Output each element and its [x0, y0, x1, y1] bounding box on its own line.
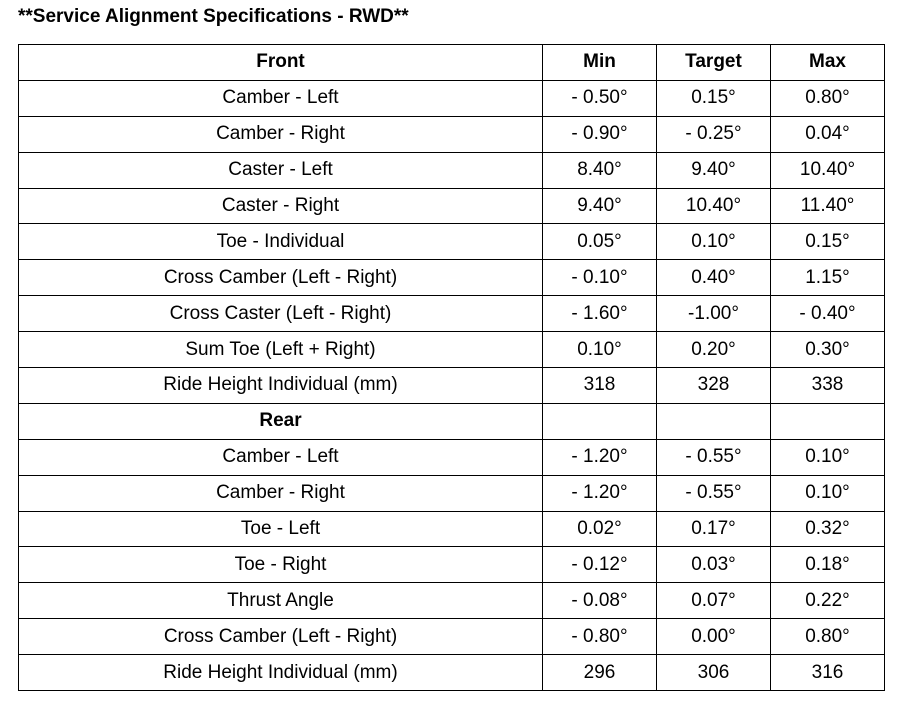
target-column-header: Target: [657, 45, 771, 81]
param-cell: Toe - Right: [19, 547, 543, 583]
table-row: [19, 296, 885, 332]
table-row: [19, 511, 885, 547]
max-cell: 10.40°: [771, 152, 885, 188]
table-row: [19, 332, 885, 368]
target-cell: 0.17°: [657, 511, 771, 547]
page-title: **Service Alignment Specifications - RWD**: [18, 6, 409, 27]
max-cell: 0.80°: [771, 619, 885, 655]
table-row: [19, 224, 885, 260]
target-cell: 306: [657, 655, 771, 691]
param-cell: Camber - Left: [19, 439, 543, 475]
min-cell: - 0.80°: [543, 619, 657, 655]
min-cell: 296: [543, 655, 657, 691]
max-cell: 0.22°: [771, 583, 885, 619]
max-cell: 0.32°: [771, 511, 885, 547]
param-cell: Cross Caster (Left - Right): [19, 296, 543, 332]
min-column-header: Min: [543, 45, 657, 81]
param-cell: Camber - Left: [19, 80, 543, 116]
param-cell: Toe - Left: [19, 511, 543, 547]
min-cell: 8.40°: [543, 152, 657, 188]
target-cell: 0.40°: [657, 260, 771, 296]
table-row: [19, 152, 885, 188]
target-cell: 0.00°: [657, 619, 771, 655]
param-cell: Ride Height Individual (mm): [19, 368, 543, 404]
target-cell: - 0.55°: [657, 475, 771, 511]
empty-cell: [771, 403, 885, 439]
max-cell: 338: [771, 368, 885, 404]
max-cell: 0.04°: [771, 116, 885, 152]
min-cell: - 1.20°: [543, 439, 657, 475]
max-column-header: Max: [771, 45, 885, 81]
max-cell: 0.80°: [771, 80, 885, 116]
min-cell: 0.02°: [543, 511, 657, 547]
param-cell: Camber - Right: [19, 475, 543, 511]
max-cell: 0.10°: [771, 439, 885, 475]
target-cell: - 0.25°: [657, 116, 771, 152]
rear-section-row: [19, 403, 885, 439]
table-row: [19, 439, 885, 475]
param-cell: Camber - Right: [19, 116, 543, 152]
max-cell: 11.40°: [771, 188, 885, 224]
table-row: [19, 547, 885, 583]
max-cell: - 0.40°: [771, 296, 885, 332]
table-header-row: [19, 45, 885, 81]
max-cell: 316: [771, 655, 885, 691]
alignment-spec-table: [18, 44, 885, 691]
table-row: [19, 116, 885, 152]
min-cell: - 0.12°: [543, 547, 657, 583]
table-row: [19, 583, 885, 619]
table-row: [19, 475, 885, 511]
param-cell: Sum Toe (Left + Right): [19, 332, 543, 368]
min-cell: 0.10°: [543, 332, 657, 368]
empty-cell: [543, 403, 657, 439]
max-cell: 0.10°: [771, 475, 885, 511]
empty-cell: [657, 403, 771, 439]
target-cell: 0.10°: [657, 224, 771, 260]
min-cell: - 1.20°: [543, 475, 657, 511]
max-cell: 0.30°: [771, 332, 885, 368]
param-cell: Cross Camber (Left - Right): [19, 619, 543, 655]
target-cell: 0.07°: [657, 583, 771, 619]
min-cell: 9.40°: [543, 188, 657, 224]
target-cell: 9.40°: [657, 152, 771, 188]
min-cell: - 0.10°: [543, 260, 657, 296]
target-cell: 328: [657, 368, 771, 404]
table-row: [19, 260, 885, 296]
min-cell: 0.05°: [543, 224, 657, 260]
table-row: [19, 80, 885, 116]
target-cell: 0.03°: [657, 547, 771, 583]
front-section-header: Front: [19, 45, 543, 81]
rear-section-header: Rear: [19, 403, 543, 439]
target-cell: - 0.55°: [657, 439, 771, 475]
table-row: [19, 368, 885, 404]
param-cell: Cross Camber (Left - Right): [19, 260, 543, 296]
min-cell: 318: [543, 368, 657, 404]
target-cell: -1.00°: [657, 296, 771, 332]
param-cell: Caster - Right: [19, 188, 543, 224]
min-cell: - 0.50°: [543, 80, 657, 116]
param-cell: Ride Height Individual (mm): [19, 655, 543, 691]
param-cell: Toe - Individual: [19, 224, 543, 260]
target-cell: 0.20°: [657, 332, 771, 368]
min-cell: - 0.90°: [543, 116, 657, 152]
table-row: [19, 619, 885, 655]
target-cell: 0.15°: [657, 80, 771, 116]
param-cell: Thrust Angle: [19, 583, 543, 619]
table-row: [19, 188, 885, 224]
min-cell: - 1.60°: [543, 296, 657, 332]
target-cell: 10.40°: [657, 188, 771, 224]
param-cell: Caster - Left: [19, 152, 543, 188]
max-cell: 0.15°: [771, 224, 885, 260]
max-cell: 0.18°: [771, 547, 885, 583]
table-row: [19, 655, 885, 691]
max-cell: 1.15°: [771, 260, 885, 296]
min-cell: - 0.08°: [543, 583, 657, 619]
